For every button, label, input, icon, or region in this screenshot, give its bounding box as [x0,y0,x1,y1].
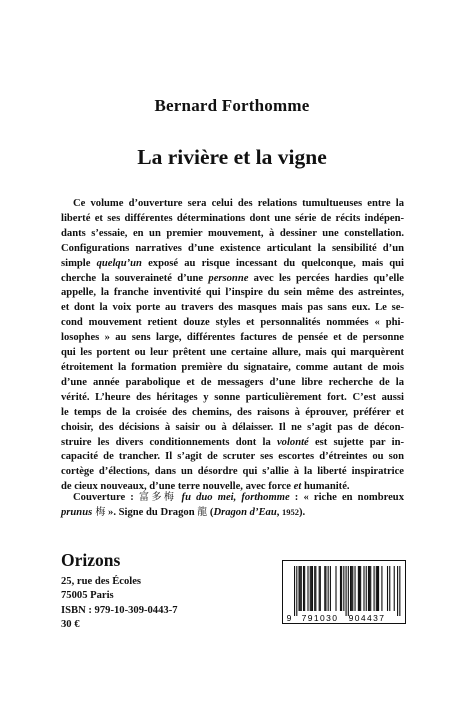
blurb-line: dants s’essaie, en un premier mouvement, à dessiner une constellation. [61,227,404,239]
blurb-line: struire les divers conditionnements dont la volonté est sujette par in- [61,436,404,448]
barcode-bar [340,566,341,611]
barcode-bar [381,566,382,611]
barcode-bar [359,566,360,611]
barcode-bar [394,566,395,611]
blurb-line: vérité. L’heure des héritages y sonne particulièrement fort. C’est aussi [61,391,404,403]
barcode-bar [341,566,342,611]
barcode-bar [343,566,344,611]
blurb-line: et dont la voix porte au travers des masques mais pas sans eux. Le se- [61,302,404,314]
barcode-bar [366,566,367,611]
barcode-bar [368,566,369,611]
barcode-right-digits: 904437 [348,613,386,623]
barcode-bar [335,566,336,611]
publisher-city: 75005 Paris [61,590,114,602]
blurb-line: de cieux nouveaux, d’une terre nouvelle, avec force et humanité. [61,481,350,493]
barcode-bar [369,566,370,611]
blurb-line: appelle, la franche inventivité qui l’inspire du sein même des astreintes, [61,287,404,299]
blurb-line: cortège d’élections, dans un désordre qui s’allie à la liberté inspiratrice [61,466,404,478]
barcode-bar [314,566,315,611]
barcode-bar [310,566,311,611]
book-title: La rivière et la vigne [137,145,327,169]
isbn: ISBN : 979-10-309-0443-7 [61,604,178,616]
barcode-bar [351,566,352,611]
blurb-line: Ce volume d’ouverture sera celui des relations tumultueuses entre la [73,198,404,209]
blurb-line: cond mouvement retient douze styles et personnalités nommées « phi- [61,317,404,329]
barcode-bar [348,566,349,616]
barcode-bar [376,566,377,611]
barcode-bar [360,566,361,611]
barcode-bar [304,566,305,611]
barcode-bar [311,566,312,611]
barcode-bar [397,566,398,616]
barcode-bar [300,566,301,611]
cover-credit-line: prunus 梅 ». Signe du Dragon 龍 (Dragon d’Eau, 1952). [61,507,306,518]
barcode-bar [319,566,320,611]
barcode-bar [312,566,313,611]
barcode-bar [378,566,379,611]
blurb-line: Configurations narratives d’une existence articulant la sensibilité d’un [61,242,404,254]
barcode-bar [370,566,371,611]
barcode-bar [315,566,316,611]
blurb-line: étroitement la formation première du signataire, comme autant de mois [61,361,404,373]
barcode-bar [399,566,400,616]
blurb-line: d’une année parabolique et de messagers d’une libre recherche de la [61,376,404,388]
barcode-bar [354,566,355,611]
blurb-line: losophes » au sens large, différentes factures de pensée et de personne [61,332,404,344]
barcode-graphic [283,561,407,625]
blurb-line: simple quelqu’un exposé au risque incessant du quelconque, mais qui [61,257,405,269]
ean-barcode [282,560,406,624]
publisher-details [61,575,178,633]
barcode-bar [303,566,304,611]
barcode-lead-digit: 9 [286,613,292,623]
barcode-bar [350,566,351,611]
blurb-line: choisir, des décisions à saisir ou à délaisser. Il ne s’agit pas de décon- [61,421,404,433]
barcode-bar [320,566,321,611]
barcode-bar [296,566,297,616]
blurb-line: liberté et ses différentes déterminations dont une série de récits indépen- [61,212,404,224]
barcode-bar [325,566,326,611]
barcode-bar [330,566,331,611]
publisher-name: Orizons [61,550,121,570]
barcode-bar [377,566,378,611]
barcode-bar [374,566,375,611]
barcode-bar [294,566,295,616]
barcode-bar [387,566,388,611]
barcode-bar [358,566,359,611]
barcode-bar [301,566,302,611]
blurb-line: le temps de la croisée des chemins, des raisons à éprouver, préférer et [61,406,404,418]
barcode-bar [324,566,325,611]
blurb-line: qui les portent ou leur prêtent une certaine allure, mais qui marquèrent [61,347,404,359]
barcode-bar [363,566,364,611]
price: 30 € [61,619,80,631]
barcode-bar [298,566,299,611]
barcode-bar [328,566,329,611]
cover-credit [61,490,404,520]
barcode-bar [307,566,308,611]
blurb-line: capacité de trancher. Il s’agit de scruter ses escortes d’étreintes ou son [61,451,404,463]
blurb-line: cherche la souveraineté d’une personne avec les percées hardies qu’elle [61,272,404,284]
publisher-address: 25, rue des Écoles [61,576,142,587]
back-cover-blurb [61,197,404,495]
barcode-bar [389,566,390,611]
author-name: Bernard Forthomme [154,96,310,115]
barcode-bar [352,566,353,611]
cover-credit-line: Couverture : 富多梅 fu duo mei, forthomme : « riche en nombreux [73,492,404,503]
barcode-left-digits: 791030 [301,613,339,623]
barcode-bar [346,566,347,616]
